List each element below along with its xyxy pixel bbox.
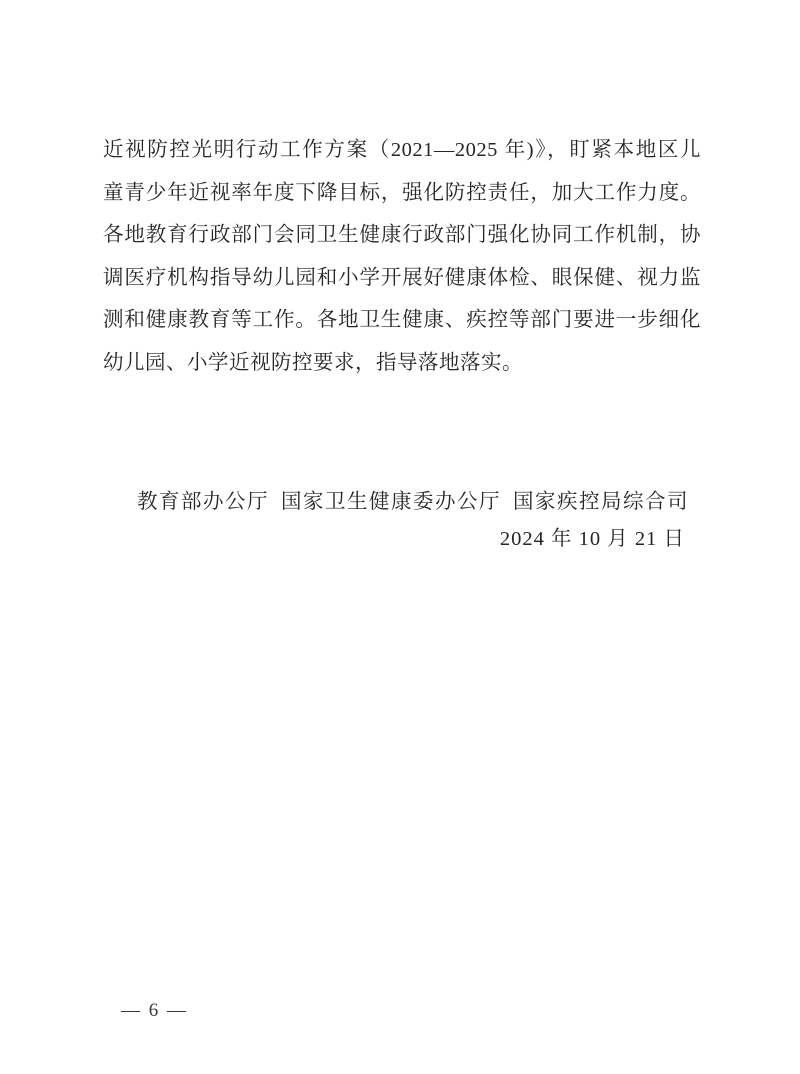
- signature-org-health-commission: 国家卫生健康委办公厅: [281, 491, 501, 513]
- signature-org-education: 教育部办公厅: [137, 491, 269, 513]
- paragraph-line: 幼儿园、小学近视防控要求，指导落地落实。: [103, 351, 523, 374]
- paragraph-line: 近视防控光明行动工作方案（2021—2025 年)》，盯紧本地区儿: [103, 139, 701, 161]
- signature-date: 2024 年 10 月 21 日: [499, 528, 685, 550]
- signature-row: [137, 484, 689, 514]
- paragraph-line: 调医疗机构指导幼儿园和小学开展好健康体检、眼保健、视力监: [103, 266, 701, 289]
- paragraph-line: 测和健康教育等工作。各地卫生健康、疾控等部门要进一步细化: [103, 309, 701, 332]
- signature-org-disease-control: 国家疾控局综合司: [513, 491, 689, 513]
- page-number: — 6 —: [121, 1000, 188, 1021]
- paragraph-line: 各地教育行政部门会同卫生健康行政部门强化协同工作机制，协: [103, 224, 701, 247]
- paragraph-line: 童青少年近视率年度下降目标，强化防控责任，加大工作力度。: [103, 181, 701, 204]
- body-paragraph: [103, 129, 701, 385]
